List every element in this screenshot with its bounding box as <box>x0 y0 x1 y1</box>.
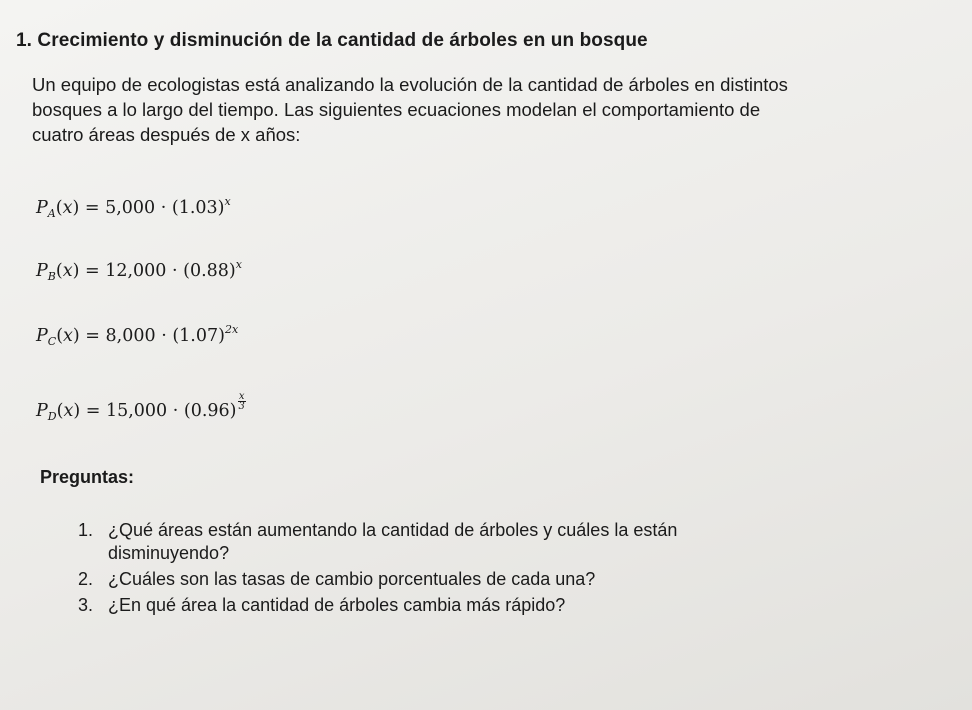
intro-line: bosques a lo largo del tiempo. Las siguientes ecuaciones modelan el comportamiento de <box>32 99 761 120</box>
formula-base: (0.96) <box>183 401 237 421</box>
formula-exponent: x <box>235 258 242 271</box>
formula-subscript: D <box>47 410 57 423</box>
formula-coefficient: 15,000 <box>105 401 168 421</box>
formula-area-d: $P_D(x) = 15,000 \cdot (0.96)$ $\frac{x}{3}$ <box>36 391 245 423</box>
questions-list <box>78 519 938 620</box>
intro-line: cuatro áreas después de x años: <box>32 124 301 145</box>
formula-var: x <box>63 401 74 421</box>
problem-title: 1. Crecimiento y disminución de la cantidad de árboles en un bosque <box>16 30 648 51</box>
formula-exponent-fraction <box>238 392 246 411</box>
formula-coefficient: 5,000 <box>105 198 156 218</box>
formula-subscript: B <box>47 270 56 283</box>
formula-base: (0.88) <box>183 261 236 281</box>
formula-subscript: A <box>47 207 56 220</box>
formula-var: x <box>63 326 73 346</box>
formula-subscript: C <box>47 335 57 348</box>
formula-var: x <box>62 198 73 218</box>
intro-line: Un equipo de ecologistas está analizando la evolución de la cantidad de árboles en distintos <box>32 74 788 95</box>
formula-func: P <box>36 261 48 281</box>
formula-exponent: 2x <box>224 323 239 336</box>
formula-base: (1.03) <box>171 198 225 218</box>
formula-coefficient: 8,000 <box>105 326 156 346</box>
question-text-continuation: disminuyendo? <box>108 543 230 563</box>
question-text: ¿Cuáles son las tasas de cambio porcentuales de cada una? <box>108 569 596 589</box>
question-number: 1. <box>78 520 94 540</box>
fraction-denominator: 3 <box>238 401 245 412</box>
question-item <box>78 594 938 617</box>
formula-func: P <box>36 401 48 421</box>
question-text: ¿En qué área la cantidad de árboles cambia más rápido? <box>108 595 566 615</box>
question-text: ¿Qué áreas están aumentando la cantidad de árboles y cuáles la están <box>108 520 678 540</box>
question-number: 2. <box>78 569 94 589</box>
question-item <box>78 519 938 565</box>
formula-exponent: x <box>224 195 231 208</box>
questions-heading: Preguntas: <box>40 467 135 487</box>
formula-coefficient: 12,000 <box>105 261 167 281</box>
formula-area-a: $P_A(x) = 5,000 \cdot (1.03)^x$ <box>36 195 231 220</box>
formula-area-c: $P_C(x) = 8,000 \cdot (1.07)^{2x}$ <box>36 323 239 348</box>
fraction-numerator: x <box>238 391 245 402</box>
question-item <box>78 568 938 591</box>
formula-base: (1.07) <box>172 326 225 346</box>
question-number: 3. <box>78 595 94 615</box>
formula-area-b: $P_B(x) = 12,000 \cdot (0.88)^x$ <box>36 258 242 283</box>
formula-var: x <box>62 261 73 281</box>
formula-func: P <box>36 198 48 218</box>
formula-func: P <box>36 326 48 346</box>
problem-intro <box>32 72 952 147</box>
